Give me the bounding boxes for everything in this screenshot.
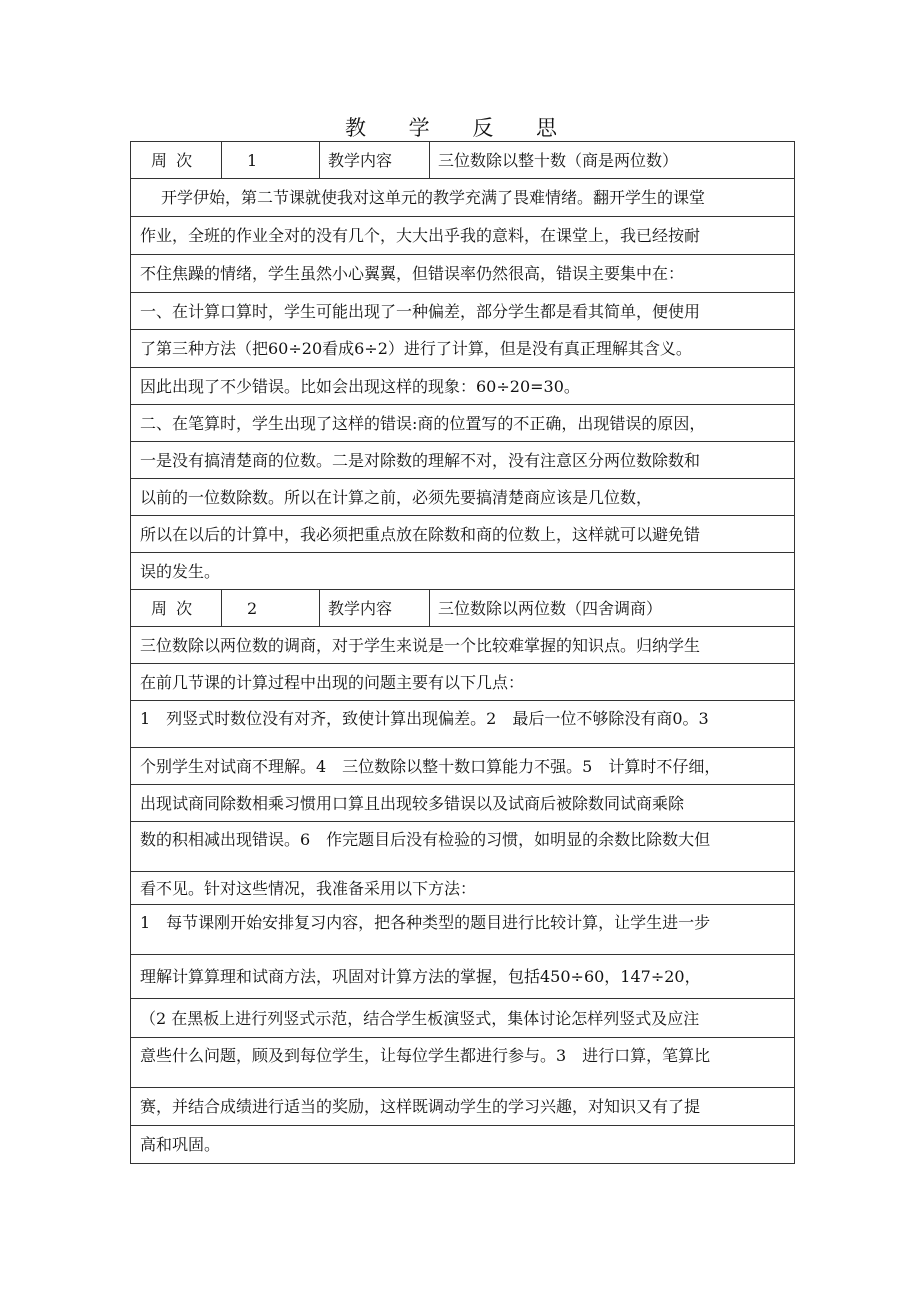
body1-line: 了第三种方法（把60÷20看成6÷2）进行了计算，但是没有真正理解其含义。: [131, 330, 795, 368]
body2-line: 出现试商同除数相乘习惯用口算且出现较多错误以及试商后被除数同试商乘除: [131, 785, 795, 822]
body2-line: 三位数除以两位数的调商，对于学生来说是一个比较难掌握的知识点。归纳学生: [131, 627, 795, 664]
body2-line: 1 列竖式时数位没有对齐，致使计算出现偏差。2 最后一位不够除没有商0。3: [131, 701, 795, 748]
body1-line: 作业，全班的作业全对的没有几个，大大出乎我的意料，在课堂上，我已经按耐: [131, 217, 795, 255]
body2-line: 赛，并结合成绩进行适当的奖励，这样既调动学生的学习兴趣，对知识又有了提: [131, 1088, 795, 1126]
week-number: 1: [222, 142, 320, 179]
body1-line: 一是没有搞清楚商的位数。二是对除数的理解不对，没有注意区分两位数除数和: [131, 442, 795, 479]
reflection-table: [130, 141, 795, 1164]
body2-line: 1 每节课刚开始安排复习内容，把各种类型的题目进行比较计算，让学生进一步: [131, 905, 795, 955]
week-2-header-row: [131, 590, 795, 627]
body2-line: 看不见。针对这些情况，我准备采用以下方法：: [131, 872, 795, 905]
page-title: 教 学 反 思: [344, 116, 576, 140]
body2-line: 理解计算算理和试商方法，巩固对计算方法的掌握，包括450÷60，147÷20，: [131, 955, 795, 999]
body1-line: 因此出现了不少错误。比如会出现这样的现象：60÷20=30。: [131, 368, 795, 405]
body1-line: 误的发生。: [131, 553, 795, 590]
body1-line: 所以在以后的计算中，我必须把重点放在除数和商的位数上，这样就可以避免错: [131, 516, 795, 553]
body2-line: （2 在黑板上进行列竖式示范，结合学生板演竖式，集体讨论怎样列竖式及应注: [131, 999, 795, 1038]
week-label: 周 次: [131, 590, 222, 627]
content-value: 三位数除以两位数（四舍调商）: [430, 590, 795, 627]
body2-line: 数的积相减出现错误。6 作完题目后没有检验的习惯，如明显的余数比除数大但: [131, 822, 795, 872]
week-label: 周 次: [131, 142, 222, 179]
body2-line: 个别学生对试商不理解。4 三位数除以整十数口算能力不强。5 计算时不仔细，: [131, 748, 795, 785]
body1-line: 以前的一位数除数。所以在计算之前，必须先要搞清楚商应该是几位数，: [131, 479, 795, 516]
body2-line: 在前几节课的计算过程中出现的问题主要有以下几点：: [131, 664, 795, 701]
content-label: 教学内容: [320, 590, 430, 627]
body1-line: 一、在计算口算时，学生可能出现了一种偏差，部分学生都是看其简单，便使用: [131, 293, 795, 330]
week-number: 2: [222, 590, 320, 627]
body1-line: 二、在笔算时，学生出现了这样的错误:商的位置写的不正确，出现错误的原因，: [131, 405, 795, 442]
week-1-header-row: [131, 142, 795, 179]
body2-line: 意些什么问题，顾及到每位学生，让每位学生都进行参与。3 进行口算，笔算比: [131, 1038, 795, 1088]
body1-line: 开学伊始，第二节课就使我对这单元的教学充满了畏难情绪。翻开学生的课堂: [131, 179, 795, 217]
body1-line: 不住焦躁的情绪，学生虽然小心翼翼，但错误率仍然很高，错误主要集中在：: [131, 255, 795, 293]
body2-line: 高和巩固。: [131, 1126, 795, 1164]
content-value: 三位数除以整十数（商是两位数）: [430, 142, 795, 179]
content-label: 教学内容: [320, 142, 430, 179]
